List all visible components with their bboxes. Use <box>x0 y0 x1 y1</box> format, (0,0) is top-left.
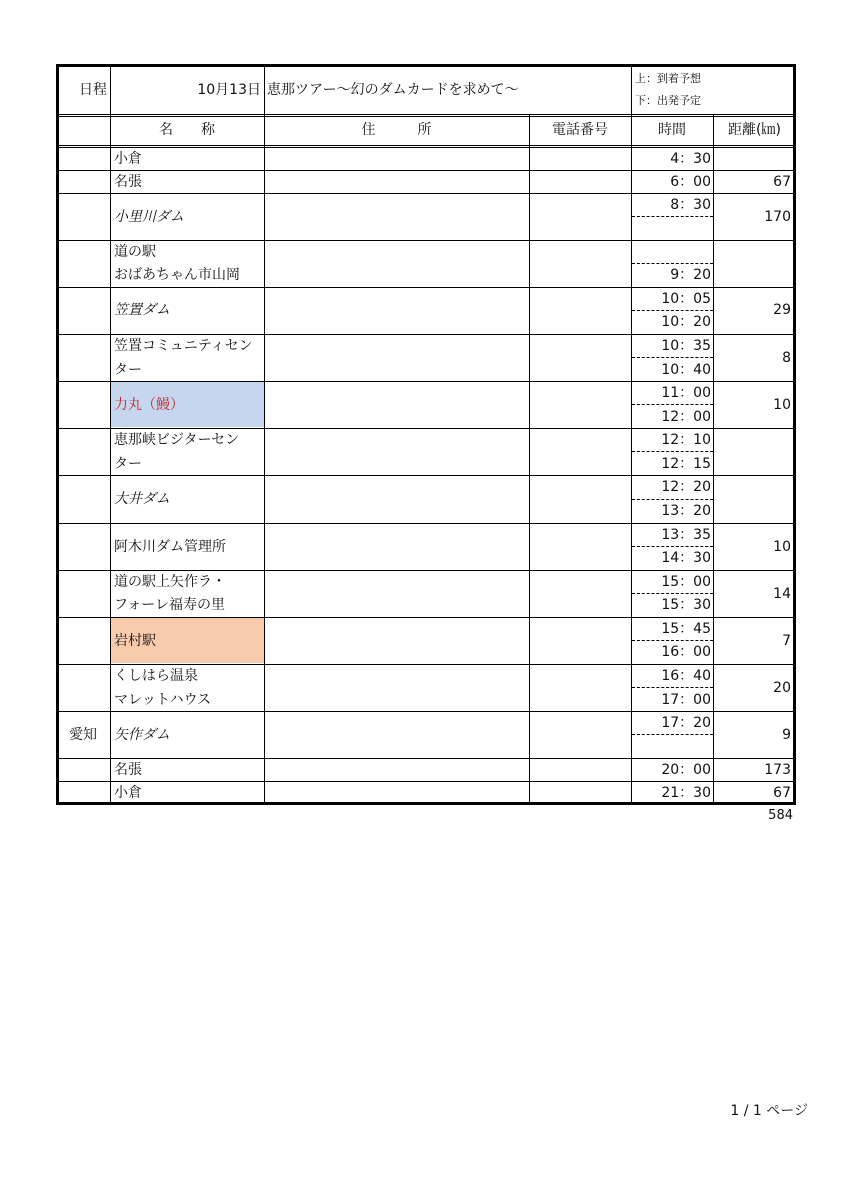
distance-value: 67 <box>773 785 791 801</box>
col-header-distance: 距離(㎞) <box>728 122 781 138</box>
departure-time: 10：20 <box>661 314 711 330</box>
row-divider <box>59 287 793 288</box>
time-split <box>632 640 713 641</box>
place-name-line2: おばあちゃん市山岡 <box>114 267 240 283</box>
col-divider <box>529 115 530 802</box>
departure-time: 16：00 <box>661 644 711 660</box>
arrival-time: 12：20 <box>661 479 711 495</box>
place-name: 力丸（鰻） <box>114 397 184 413</box>
row-divider <box>59 664 793 665</box>
departure-time: 15：30 <box>661 597 711 613</box>
time-split <box>632 546 713 547</box>
distance-value: 20 <box>773 680 791 696</box>
arrival-time: 13：35 <box>661 527 711 543</box>
place-name: 阿木川ダム管理所 <box>114 539 226 555</box>
place-name: 岩村駅 <box>114 633 156 649</box>
place-name-line2: フォーレ福寿の里 <box>114 597 226 613</box>
legend-arrival: 上：到着予想 <box>635 72 701 85</box>
row-divider <box>59 711 793 712</box>
departure-time: 10：40 <box>661 362 711 378</box>
itinerary-sheet <box>56 64 796 805</box>
col-header-address: 住 所 <box>361 122 432 138</box>
time-split <box>632 263 713 264</box>
place-name: 小里川ダム <box>114 209 184 225</box>
row-divider <box>59 145 793 146</box>
row-divider <box>59 570 793 571</box>
row-divider <box>59 523 793 524</box>
arrival-time: 8：30 <box>670 197 711 213</box>
arrival-time: 12：10 <box>661 432 711 448</box>
row-divider <box>59 193 793 194</box>
row-divider <box>59 428 793 429</box>
row-divider <box>59 475 793 476</box>
place-name: くしはら温泉 <box>114 668 198 684</box>
distance-value: 10 <box>773 539 791 555</box>
time-split <box>632 357 713 358</box>
departure-time: 12：00 <box>661 409 711 425</box>
row-divider <box>59 147 793 148</box>
place-name: 笠置コミュニティセン <box>114 338 253 354</box>
row-divider <box>59 758 793 759</box>
distance-value: 14 <box>773 586 791 602</box>
arrival-time: 21：30 <box>661 785 711 801</box>
time-split <box>632 451 713 452</box>
place-name: 道の駅上矢作ラ・ <box>114 574 226 590</box>
distance-value: 170 <box>764 209 791 225</box>
col-divider <box>264 67 265 802</box>
time-split <box>632 404 713 405</box>
col-header-phone: 電話番号 <box>552 122 608 138</box>
legend-departure: 下：出発予定 <box>635 94 701 107</box>
place-name: 笠置ダム <box>114 302 170 318</box>
place-name: 小倉 <box>114 785 142 801</box>
time-split <box>632 310 713 311</box>
departure-time: 17：00 <box>661 692 711 708</box>
row-divider <box>59 781 793 782</box>
arrival-time: 10：05 <box>661 291 711 307</box>
row-divider <box>59 240 793 241</box>
row-divider <box>59 334 793 335</box>
time-split <box>632 216 713 217</box>
place-name: 小倉 <box>114 151 142 167</box>
col-divider <box>110 67 111 802</box>
distance-value: 10 <box>773 397 791 413</box>
trip-title: 恵那ツアー〜幻のダムカードを求めて〜 <box>267 82 519 98</box>
page-indicator: 1 / 1 ページ <box>730 1103 808 1119</box>
place-name: 名張 <box>114 174 142 190</box>
col-header-time: 時間 <box>658 122 686 138</box>
arrival-time: 17：20 <box>661 715 711 731</box>
place-name: 大井ダム <box>114 491 170 507</box>
row-divider <box>59 617 793 618</box>
prefecture-label: 愛知 <box>69 727 97 743</box>
distance-value: 8 <box>782 350 791 366</box>
schedule-label: 日程 <box>79 82 107 98</box>
departure-time: 9：20 <box>670 267 711 283</box>
arrival-time: 15：00 <box>661 574 711 590</box>
arrival-time: 20：00 <box>661 762 711 778</box>
time-split <box>632 734 713 735</box>
row-divider <box>59 116 793 117</box>
departure-time: 13：20 <box>661 503 711 519</box>
arrival-time: 6：00 <box>670 174 711 190</box>
distance-value: 67 <box>773 174 791 190</box>
row-divider <box>59 170 793 171</box>
distance-value: 29 <box>773 302 791 318</box>
arrival-time: 10：35 <box>661 338 711 354</box>
place-name-line2: マレットハウス <box>114 692 212 708</box>
place-name: 矢作ダム <box>114 727 170 743</box>
row-divider <box>59 381 793 382</box>
departure-time: 12：15 <box>661 456 711 472</box>
departure-time: 14：30 <box>661 550 711 566</box>
time-split <box>632 593 713 594</box>
place-name: 恵那峡ビジターセン <box>114 432 240 448</box>
arrival-time: 16：40 <box>661 668 711 684</box>
place-name-line2: ター <box>114 362 142 378</box>
col-header-name: 名 称 <box>159 122 215 138</box>
row-divider <box>59 114 793 115</box>
arrival-time: 11：00 <box>661 385 711 401</box>
arrival-time: 4：30 <box>670 151 711 167</box>
distance-value: 173 <box>764 762 791 778</box>
distance-value: 9 <box>782 727 791 743</box>
distance-value: 7 <box>782 633 791 649</box>
time-split <box>632 687 713 688</box>
place-name: 道の駅 <box>114 244 156 260</box>
time-split <box>632 499 713 500</box>
place-name: 名張 <box>114 762 142 778</box>
total-distance: 584 <box>768 808 793 823</box>
arrival-time: 15：45 <box>661 621 711 637</box>
trip-date: 10月13日 <box>197 82 261 98</box>
place-name-line2: ター <box>114 456 142 472</box>
